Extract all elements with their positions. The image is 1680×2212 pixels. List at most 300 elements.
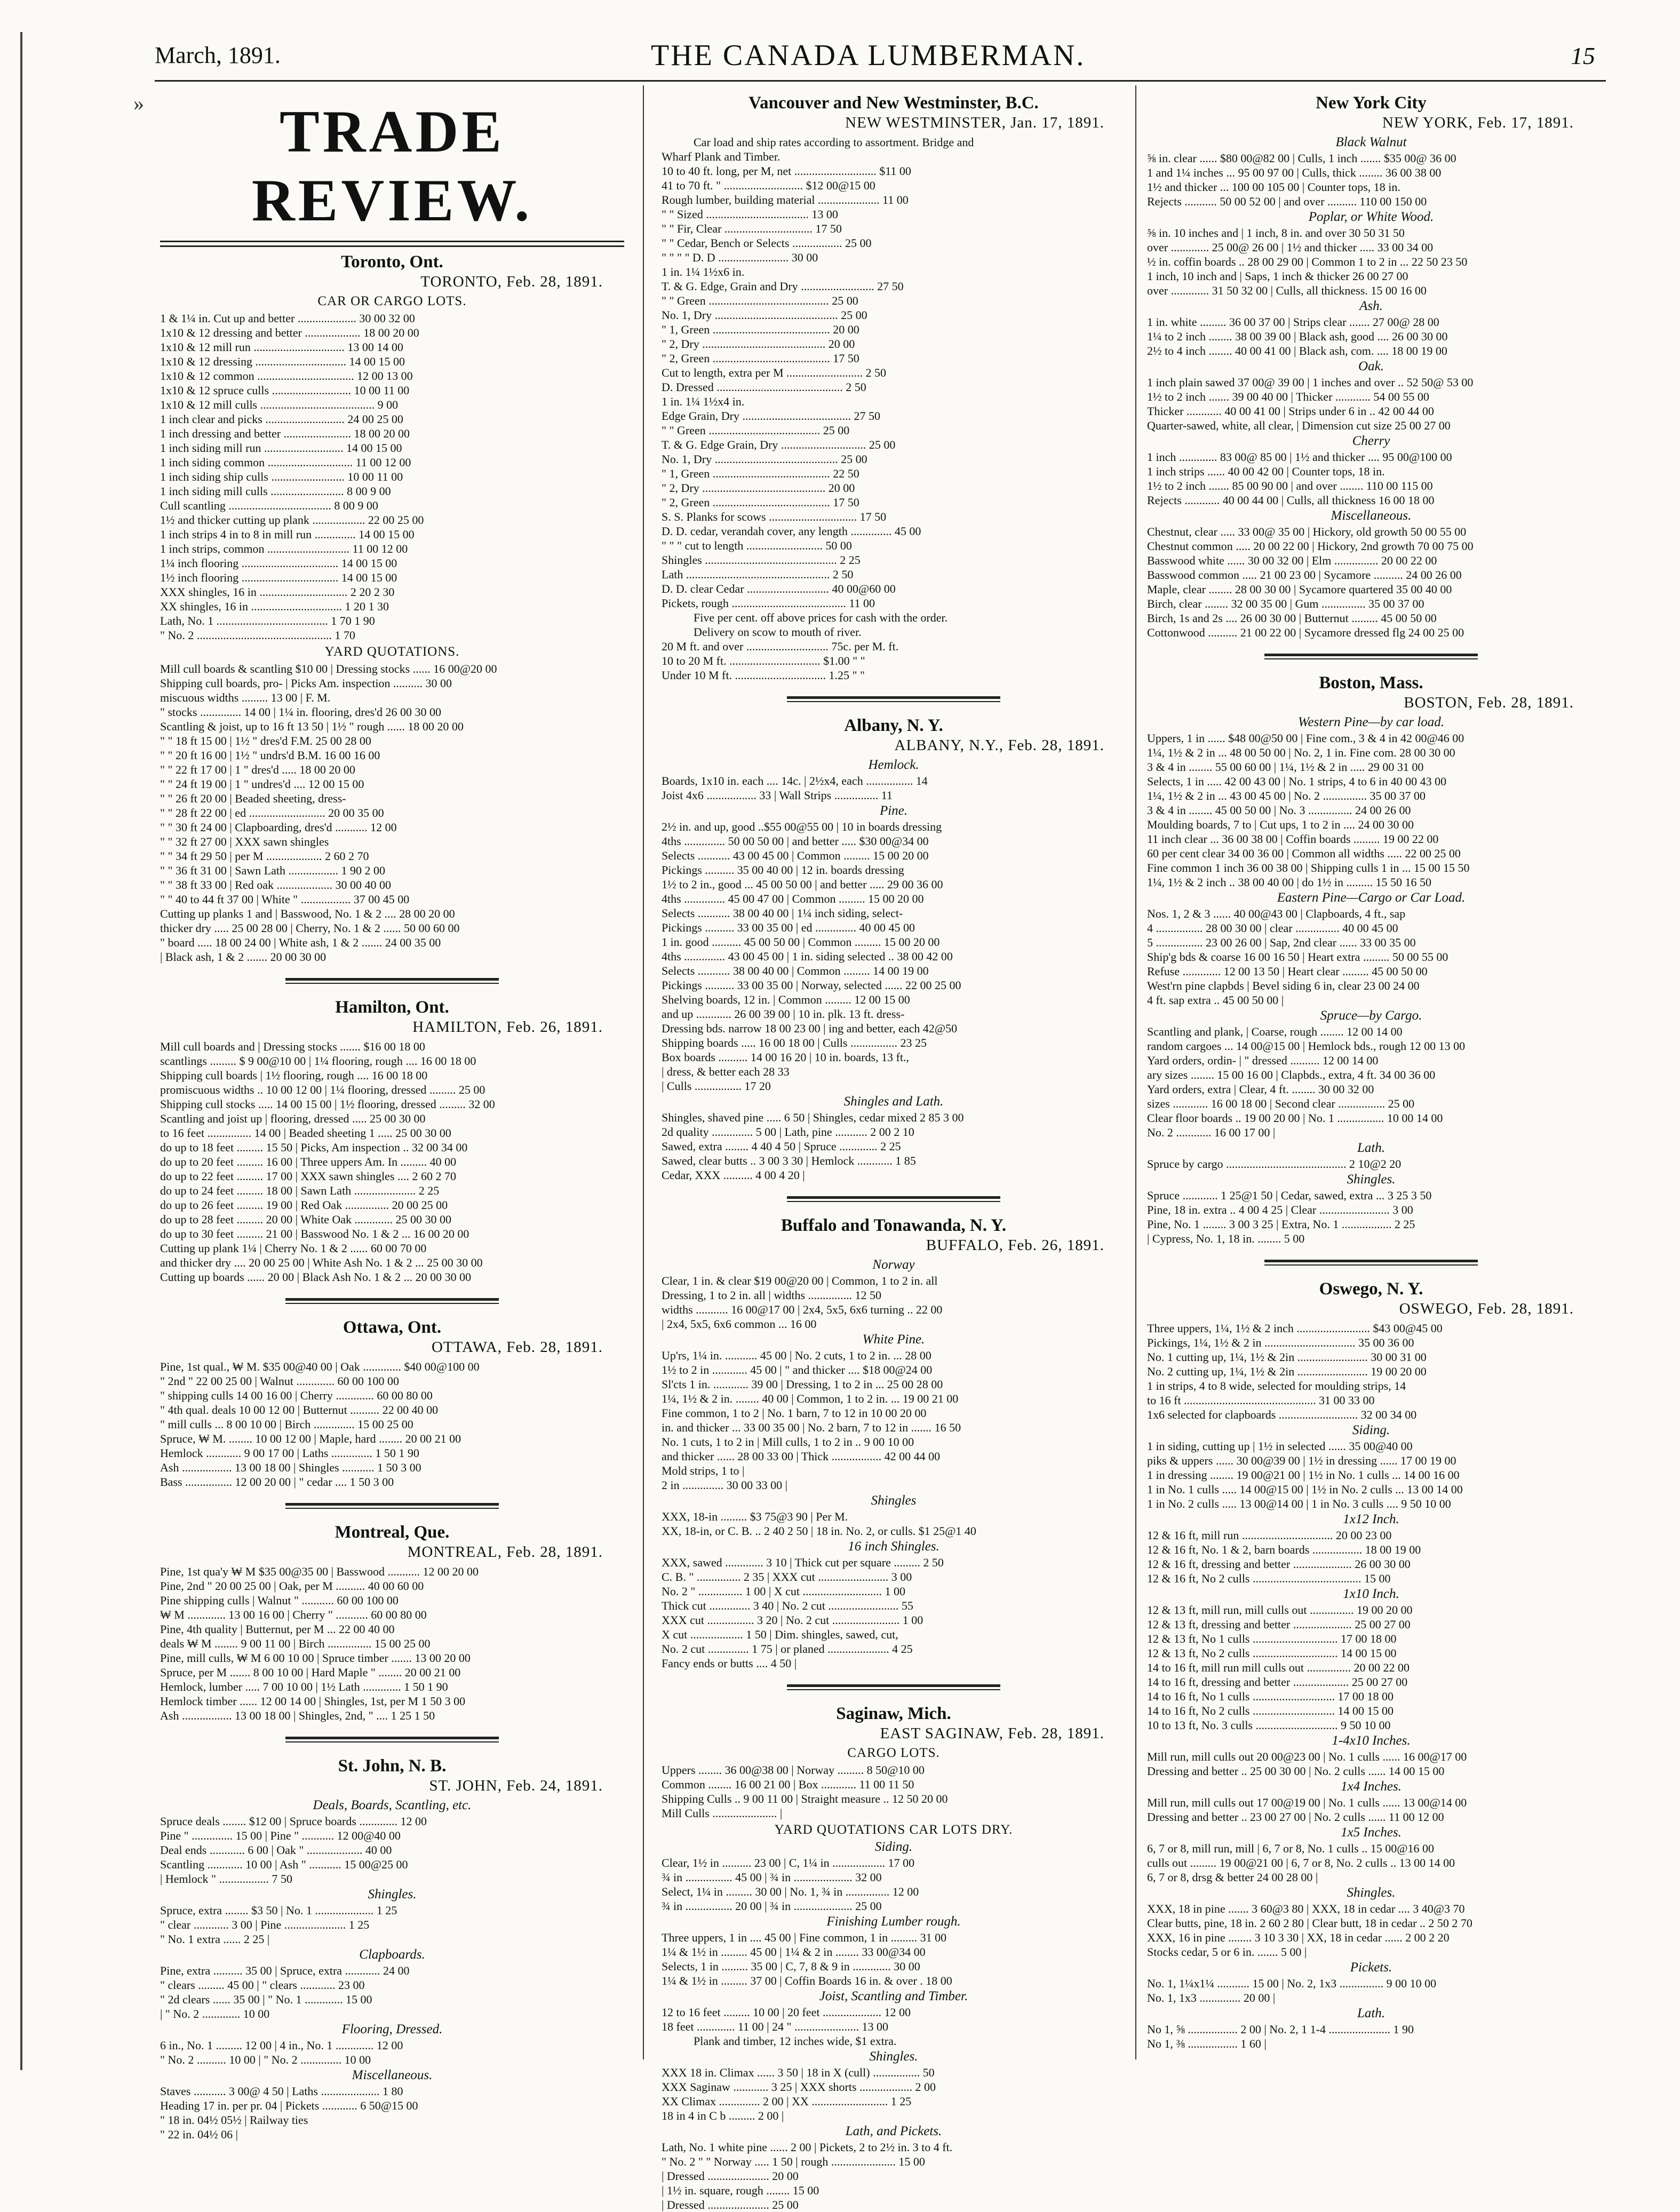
price-line: No. 2 ............ 16 00 17 00 | — [1147, 1126, 1276, 1139]
market-section — [662, 93, 1126, 682]
block-heading: YARD QUOTATIONS CAR LOTS DRY. — [774, 1823, 1013, 1837]
price-line: Dressing and better .. 25 00 30 00 | No. 2 culls ...... 14 00 15 00 — [1147, 1764, 1445, 1778]
block-subheading: Flooring, Dressed. — [341, 2022, 443, 2036]
market-section — [1147, 93, 1595, 640]
price-line: 1½ to 2 in ............ 45 00 | " and thicker .... $18 00@24 00 — [662, 1363, 933, 1376]
price-line: XXX, sawed ............. 3 10 | Thick cut per square ......... 2 50 — [662, 1556, 944, 1569]
block-subheading: Shingles and Lath. — [843, 1094, 944, 1109]
price-line: No 1, ⅜ ................. 1 60 | — [1147, 2037, 1267, 2050]
price-line: Clear, 1 in. & clear $19 00@20 00 | Common, 1 to 2 in. all — [662, 1274, 938, 1287]
price-line: 1 inch clear and picks ........................... 24 00 25 00 — [160, 412, 403, 426]
block-subheading: Spruce—by Cargo. — [1320, 1008, 1422, 1023]
price-line: Shingles, shaved pine ..... 6 50 | Shingles, cedar mixed 2 85 3 00 — [662, 1111, 964, 1124]
price-line: 5 ................ 23 00 26 00 | Sap, 2nd clear ...... 33 00 35 00 — [1147, 936, 1416, 949]
block-subheading: 1-4x10 Inches. — [1332, 1733, 1411, 1748]
price-line: Shipping Culls .. 9 00 11 00 | Straight measure .. 12 50 20 00 — [662, 1792, 948, 1805]
block-subheading: Shingles. — [869, 2049, 918, 2064]
price-line: over ............. 31 50 32 00 | Culls, all thickness. 15 00 16 00 — [1147, 284, 1427, 297]
block-subheading: Joist, Scantling and Timber. — [819, 1989, 968, 2003]
price-line: Rejects ............ 40 00 44 00 | Culls, all thickness 16 00 18 00 — [1147, 494, 1435, 507]
price-line: XX Climax .............. 2 00 | XX .......................... 1 25 — [662, 2095, 912, 2108]
price-line: 1x10 & 12 dressing ............................... 14 00 15 00 — [160, 355, 405, 368]
price-line: 12 & 13 ft, No 1 culls ............................. 17 00 18 00 — [1147, 1632, 1397, 1645]
price-line: Lath, No. 1 ...................................... 1 70 1 90 — [160, 614, 375, 627]
price-line: " " Cedar, Bench or Selects ................. 25 00 — [662, 236, 872, 250]
price-line: Cutting up planks 1 and | Basswood, No. 1 & 2 .... 28 00 20 00 — [160, 907, 455, 920]
market-dateline: HAMILTON, Feb. 26, 1891. — [412, 1019, 603, 1036]
price-line: " " 24 ft 19 00 | 1 " undres'd .... 12 00 15 00 — [160, 777, 364, 791]
price-line: ⅝ in. 10 inches and | 1 inch, 8 in. and over 30 50 31 50 — [1147, 226, 1405, 240]
block-subheading: Miscellaneous. — [1331, 508, 1412, 523]
price-line: Rejects ........... 50 00 52 00 | and over .......... 110 00 150 00 — [1147, 195, 1427, 208]
price-line: Lath, No. 1 white pine ...... 2 00 | Pickets, 2 to 2½ in. 3 to 4 ft. — [662, 2141, 953, 2154]
price-line: | 1½ in. square, rough ........ 15 00 — [662, 2184, 819, 2197]
price-line: Basswood white ...... 30 00 32 00 | Elm ............... 20 00 22 00 — [1147, 554, 1437, 567]
price-line: 12 & 16 ft, No. 1 & 2, barn boards ................. 18 00 19 00 — [1147, 1543, 1421, 1556]
price-line: 11 inch clear ... 36 00 38 00 | Coffin boards ......... 19 00 22 00 — [1147, 832, 1439, 846]
price-line: | Cypress, No. 1, 18 in. ........ 5 00 — [1147, 1232, 1305, 1245]
price-line: Pickings .......... 33 00 35 00 | ed .............. 40 00 45 00 — [662, 921, 915, 934]
price-line: Pickings, 1¼, 1½ & 2 in ............................... 35 00 36 00 — [1147, 1336, 1414, 1349]
price-line: " " 20 ft 16 00 | 1½ " undrs'd B.M. 16 00 16 00 — [160, 749, 380, 762]
price-line: 1½ and thicker cutting up plank .................. 22 00 25 00 — [160, 513, 424, 527]
issue-date: March, 1891. — [155, 42, 281, 68]
trade-review-masthead: TRADE REVIEW. — [251, 99, 533, 234]
price-line: Plank and timber, 12 inches wide, $1 extra. — [694, 2034, 897, 2048]
price-line: 12 & 13 ft, dressing and better .................... 25 00 27 00 — [1147, 1618, 1411, 1631]
price-line: 1 inch siding common ............................. 11 00 12 00 — [160, 456, 411, 469]
price-line: 20 M ft. and over ............................ 75c. per M. ft. — [662, 640, 899, 653]
price-line: " 2, Green ........................................ 17 50 — [662, 496, 859, 509]
price-line: Deal ends ............ 6 00 | Oak " ................... 40 00 — [160, 1843, 392, 1857]
price-line: Hemlock ............ 9 00 17 00 | Laths .............. 1 50 1 90 — [160, 1446, 419, 1460]
price-line: 1 in. 1¼ 1½x6 in. — [662, 265, 745, 279]
column-right — [1147, 88, 1595, 2062]
market-dateline: ST. JOHN, Feb. 24, 1891. — [429, 1777, 603, 1794]
price-line: 1x6 selected for clapboards ........................... 32 00 34 00 — [1147, 1408, 1417, 1421]
price-line: 1¼ & 1½ in ......... 37 00 | Coffin Boards 16 in. & over . 18 00 — [662, 1974, 952, 1987]
price-line: " mill culls ... 8 00 10 00 | Birch .............. 15 00 25 00 — [160, 1418, 413, 1431]
price-line: 1 inch siding mill culls ......................... 8 00 9 00 — [160, 484, 391, 498]
price-line: 6, 7 or 8, drsg & better 24 00 28 00 | — [1147, 1871, 1318, 1884]
price-line: Fine common 1 inch 36 00 38 00 | Shipping culls 1 in ... 15 00 15 50 — [1147, 861, 1470, 874]
price-line: Mill cull boards & scantling $10 00 | Dressing stocks ...... 16 00@20 00 — [160, 662, 497, 675]
block-subheading: Miscellaneous. — [352, 2068, 433, 2082]
masthead-rule — [160, 241, 624, 247]
price-line: 1¼, 1½ & 2 in ... 43 00 45 00 | No. 2 ............... 35 00 37 00 — [1147, 789, 1426, 802]
price-line: No. 1 cuts, 1 to 2 in | Mill culls, 1 to 2 in .. 9 00 10 00 — [662, 1435, 914, 1449]
price-line: Quarter-sawed, white, all clear, | Dimension cut size 25 00 27 00 — [1147, 419, 1451, 432]
price-line: " " Green ...................................... 25 00 — [662, 424, 850, 437]
price-line: Hemlock timber ...... 12 00 14 00 | Shingles, 1st, per M 1 50 3 00 — [160, 1694, 466, 1708]
price-line: to 16 feet ............... 14 00 | Beaded sheeting 1 ..... 25 00 30 00 — [160, 1126, 451, 1140]
price-line: " 2nd " 22 00 25 00 | Walnut ............. 60 00 100 00 — [160, 1374, 399, 1388]
price-line: to 16 ft ............................................. 31 00 33 00 — [1147, 1394, 1375, 1407]
price-line: over ............. 25 00@ 26 00 | 1½ and thicker ..... 33 00 34 00 — [1147, 241, 1434, 254]
block-subheading: 1x4 Inches. — [1341, 1779, 1402, 1794]
price-line: " 2, Dry .......................................... 20 00 — [662, 481, 855, 495]
price-line: " shipping culls 14 00 16 00 | Cherry ............. 60 00 80 00 — [160, 1389, 433, 1402]
price-line: Ship'g bds & coarse 16 00 16 50 | Heart extra ......... 50 00 55 00 — [1147, 950, 1448, 964]
price-line: 1¼, 1½ & 2 in. ........ 40 00 | Common, 1 to 2 in. ... 19 00 21 00 — [662, 1392, 959, 1405]
block-subheading: Norway — [872, 1258, 915, 1272]
price-line: " " 18 ft 15 00 | 1½ " dres'd F.M. 25 00 28 00 — [160, 734, 371, 747]
page-header — [155, 39, 1595, 90]
price-line: 12 & 16 ft, No 2 culls ..................................... 15 00 — [1147, 1572, 1391, 1585]
price-line: West'rn pine clapbds | Bevel siding 6 in, clear 23 00 24 00 — [1147, 979, 1420, 992]
block-subheading: White Pine. — [862, 1332, 925, 1347]
price-line: XXX shingles, 16 in .............................. 2 20 2 30 — [160, 585, 395, 599]
price-line: " 22 in. 04½ 06 | — [160, 2128, 238, 2141]
binding-edge — [20, 32, 22, 2070]
price-line: Shipping boards ..... 16 00 18 00 | Culls ................ 23 25 — [662, 1036, 927, 1049]
market-dateline: ALBANY, N.Y., Feb. 28, 1891. — [894, 737, 1104, 754]
price-line: 18 in 4 in C b ......... 2 00 | — [662, 2109, 784, 2122]
price-line: 4ths .............. 45 00 47 00 | Common ......... 15 00 20 00 — [662, 892, 924, 905]
block-subheading: Ash. — [1359, 299, 1383, 313]
price-line: Select, 1¼ in ......... 30 00 | No. 1, ¾ in ............... 12 00 — [662, 1885, 919, 1898]
price-line: Cull scantling ................................... 8 00 9 00 — [160, 499, 378, 512]
price-line: Car load and ship rates according to assortment. Bridge and — [694, 136, 974, 149]
price-line: Mill run, mill culls out 20 00@23 00 | No. 1 culls ...... 16 00@17 00 — [1147, 1750, 1467, 1763]
price-line: ⅝ in. clear ...... $80 00@82 00 | Culls, 1 inch ....... $35 00@ 36 00 — [1147, 152, 1456, 165]
price-line: 18 feet ............. 11 00 | 24 " ...................... 13 00 — [662, 2020, 889, 2033]
price-line: Chestnut common ..... 20 00 22 00 | Hickory, 2nd growth 70 00 75 00 — [1147, 539, 1474, 553]
price-line: XXX cut ................ 3 20 | No. 2 cut ....................... 1 00 — [662, 1613, 923, 1627]
price-line: 14 to 16 ft, No 2 culls ............................ 14 00 15 00 — [1147, 1704, 1394, 1717]
publication-title: THE CANADA LUMBERMAN. — [651, 39, 1086, 72]
market-title: New York City — [1316, 93, 1427, 113]
market-dateline: BUFFALO, Feb. 26, 1891. — [926, 1237, 1104, 1254]
price-line: Basswood common ..... 21 00 23 00 | Sycamore .......... 24 00 26 00 — [1147, 568, 1462, 582]
section-divider — [787, 696, 1000, 702]
price-line: Clear, 1½ in .......... 23 00 | C, 1¼ in .................. 17 00 — [662, 1856, 915, 1869]
price-line: miscuous widths ......... 13 00 | F. M. — [160, 691, 331, 704]
price-line: 41 to 70 ft. " ........................... $12 00@15 00 — [662, 179, 875, 192]
price-line: " No. 2 " " Norway ..... 1 50 | rough ...................... 15 00 — [662, 2155, 925, 2168]
section-divider — [285, 1503, 499, 1509]
price-line: Selects ........... 38 00 40 00 | Common ......... 14 00 19 00 — [662, 964, 929, 977]
price-line: 1 inch strips 4 in to 8 in mill run .............. 14 00 15 00 — [160, 528, 415, 541]
price-line: Scantling & joist, up to 16 ft 13 50 | 1½ " rough ...... 18 00 20 00 — [160, 720, 464, 733]
section-divider — [1264, 654, 1478, 659]
block-subheading: Shingles. — [368, 1887, 417, 1901]
price-line: promiscuous widths .. 10 00 12 00 | 1¼ flooring, dressed ......... 25 00 — [160, 1083, 485, 1096]
price-line: No. 2 cut .............. 1 75 | or planed ..................... 4 25 — [662, 1642, 913, 1656]
block-subheading: 1x12 Inch. — [1343, 1512, 1399, 1526]
price-line: | Black ash, 1 & 2 ....... 20 00 30 00 — [160, 950, 327, 964]
block-subheading: Lath, and Pickets. — [845, 2124, 942, 2138]
market-section — [1147, 673, 1595, 1246]
price-line: Pine " .............. 15 00 | Pine " ........... 12 00@40 00 — [160, 1829, 401, 1842]
price-line: Up'rs, 1¼ in. ........... 45 00 | No. 2 cuts, 1 to 2 in. ... 28 00 — [662, 1349, 931, 1362]
market-title: Oswego, N. Y. — [1319, 1279, 1423, 1299]
section-divider — [285, 1298, 499, 1304]
price-line: thicker dry ..... 25 00 28 00 | Cherry, No. 1 & 2 ...... 50 00 60 00 — [160, 921, 460, 935]
price-line: No. 1, 1x3 .............. 20 00 | — [1147, 1991, 1276, 2004]
price-line: XXX 18 in. Climax ...... 3 50 | 18 in X (cull) ................ 50 — [662, 2066, 935, 2079]
market-section — [160, 1318, 624, 1489]
price-line: 1½ inch flooring ................................. 14 00 15 00 — [160, 571, 397, 584]
price-line: 1x10 & 12 common ................................. 12 00 13 00 — [160, 369, 413, 383]
price-line: 1¼ to 2 inch ........ 38 00 39 00 | Black ash, good .... 26 00 30 00 — [1147, 330, 1448, 343]
price-line: 12 to 16 feet ......... 10 00 | 20 feet .................... 12 00 — [662, 2006, 911, 2019]
price-line: Pine, mill culls, ₩ M 6 00 10 00 | Spruce timber ....... 13 00 20 00 — [160, 1651, 471, 1665]
market-dateline: OSWEGO, Feb. 28, 1891. — [1399, 1300, 1574, 1317]
price-line: do up to 18 feet ......... 15 50 | Picks, Am inspection .. 32 00 34 00 — [160, 1141, 468, 1154]
price-line: 1 in. white ......... 36 00 37 00 | Strips clear ....... 27 00@ 28 00 — [1147, 315, 1439, 329]
section-divider — [787, 1684, 1000, 1690]
price-line: Clear butts, pine, 18 in. 2 60 2 80 | Clear butt, 18 in cedar .. 2 50 2 70 — [1147, 1916, 1472, 1930]
price-line: Birch, 1s and 2s .... 26 00 30 00 | Butternut ......... 45 00 50 00 — [1147, 611, 1437, 625]
price-line: " 4th qual. deals 10 00 12 00 | Butternut .......... 22 00 40 00 — [160, 1403, 439, 1417]
market-title: Toronto, Ont. — [341, 252, 443, 272]
price-line: Uppers, 1 in ...... $48 00@50 00 | Fine com., 3 & 4 in 42 00@46 00 — [1147, 731, 1464, 745]
price-line: 6 in., No. 1 ......... 12 00 | 4 in., No. 1 ............. 12 00 — [160, 2039, 403, 2052]
price-line: Pine, 4th quality | Butternut, per M ... 22 00 40 00 — [160, 1622, 395, 1636]
price-line: do up to 28 feet ......... 20 00 | White Oak ............. 25 00 30 00 — [160, 1213, 451, 1226]
price-line: scantlings ......... $ 9 00@10 00 | 1¼ flooring, rough .... 16 00 18 00 — [160, 1054, 476, 1068]
price-line: 3 & 4 in ........ 55 00 60 00 | 1¼, 1½ & 2 in ..... 29 00 31 00 — [1147, 760, 1424, 774]
block-subheading: Siding. — [874, 1840, 913, 1854]
block-subheading: Eastern Pine—Cargo or Car Load. — [1277, 890, 1466, 905]
price-line: " stocks .............. 14 00 | 1¼ in. flooring, dres'd 26 00 30 00 — [160, 705, 441, 719]
price-line: and up ............ 26 00 39 00 | 10 in. plk. 13 ft. dress- — [662, 1007, 905, 1021]
price-line: Spruce deals ........ $12 00 | Spruce boards ............. 12 00 — [160, 1815, 427, 1828]
price-line: " " Fir, Clear .............................. 17 50 — [662, 222, 842, 235]
market-title: Ottawa, Ont. — [343, 1318, 442, 1337]
section-divider — [787, 1196, 1000, 1202]
price-line: Ash ................. 13 00 18 00 | Shingles ........... 1 50 3 00 — [160, 1461, 421, 1474]
block-subheading: Poplar, or White Wood. — [1308, 210, 1434, 224]
price-line: Birch, clear ........ 32 00 35 00 | Gum ............... 35 00 37 00 — [1147, 597, 1424, 610]
market-section — [160, 252, 624, 964]
price-line: " No. 2 .......... 10 00 | " No. 2 .............. 10 00 — [160, 2053, 371, 2066]
price-line: 1¼, 1½ & 2 in ... 48 00 50 00 | No. 2, 1 in. Fine com. 28 00 30 00 — [1147, 746, 1455, 759]
price-line: | " No. 2 ............. 10 00 — [160, 2007, 270, 2020]
price-line: Scantling ............ 10 00 | Ash " ........... 15 00@25 00 — [160, 1858, 408, 1871]
price-line: ary sizes ........ 15 00 16 00 | Clapbds., extra, 4 ft. 34 00 36 00 — [1147, 1068, 1436, 1081]
market-dateline: TORONTO, Feb. 28, 1891. — [420, 273, 603, 290]
block-subheading: Shingles. — [1347, 1172, 1396, 1187]
market-section — [662, 1216, 1126, 1670]
price-line: D. D. clear Cedar ............................ 40 00@60 00 — [662, 582, 896, 595]
price-line: Pine, 1st qua'y ₩ M $35 00@35 00 | Basswood ........... 12 00 20 00 — [160, 1565, 479, 1578]
block-subheading: Black Walnut — [1335, 135, 1407, 149]
price-line: " 1, Green ........................................ 20 00 — [662, 323, 859, 336]
price-line: 14 to 16 ft, No 1 culls ............................ 17 00 18 00 — [1147, 1690, 1394, 1703]
market-dateline: NEW WESTMINSTER, Jan. 17, 1891. — [845, 114, 1104, 131]
price-line: | Dressed ..................... 25 00 — [662, 2198, 799, 2211]
price-line: 1½ to 2 inch ....... 85 00 90 00 | and over ........ 110 00 115 00 — [1147, 479, 1433, 492]
price-line: | Dressed ..................... 20 00 — [662, 2169, 799, 2183]
price-line: Fancy ends or butts .... 4 50 | — [662, 1657, 797, 1670]
margin-mark: » — [133, 91, 144, 115]
price-line: Cut to length, extra per M .......................... 2 50 — [662, 366, 887, 379]
price-line: Heading 17 in. per pr. 04 | Pickets ............ 6 50@15 00 — [160, 2099, 418, 2112]
price-line: Spruce, extra ........ $3 50 | No. 1 .................... 1 25 — [160, 1904, 397, 1917]
price-line: XXX Saginaw ............ 3 25 | XXX shorts .................. 2 00 — [662, 2080, 936, 2094]
price-line: No. 1, Dry .......................................... 25 00 — [662, 452, 867, 466]
market-section — [662, 1704, 1126, 2212]
price-line: ¾ in ................ 20 00 | ¾ in .................... 25 00 — [662, 1899, 882, 1913]
price-line: Shipping cull stocks ..... 14 00 15 00 | 1½ flooring, dressed ......... 32 00 — [160, 1097, 495, 1111]
price-line: Mold strips, 1 to | — [662, 1464, 745, 1477]
price-line: 1 in. 1¼ 1½x4 in. — [662, 395, 745, 408]
price-line: Three uppers, 1 in .... 45 00 | Fine common, 1 in ......... 31 00 — [662, 1931, 947, 1944]
price-line: D. Dressed ........................................... 2 50 — [662, 380, 866, 394]
block-subheading: Lath. — [1357, 1141, 1386, 1155]
price-line: " " 32 ft 27 00 | XXX sawn shingles — [160, 835, 329, 848]
column-left — [160, 88, 624, 2141]
price-line: Selects, 1 in ......... 35 00 | C, 7, 8 & 9 in ............. 30 00 — [662, 1960, 920, 1973]
price-line: No. 1, Dry .......................................... 25 00 — [662, 308, 867, 322]
price-line: Shipping cull boards | 1½ flooring, rough .... 16 00 18 00 — [160, 1069, 428, 1082]
price-line: " 2, Green ........................................ 17 50 — [662, 352, 859, 365]
market-title: Saginaw, Mich. — [836, 1704, 951, 1723]
price-line: Dressing bds. narrow 18 00 23 00 | ing and better, each 42@50 — [662, 1022, 958, 1035]
price-line: do up to 20 feet ......... 16 00 | Three uppers Am. In ......... 40 00 — [160, 1155, 457, 1168]
price-line: " " 22 ft 17 00 | 1 " dres'd ..... 18 00 20 00 — [160, 763, 355, 776]
price-line: 1 inch strips, common ............................ 11 00 12 00 — [160, 542, 408, 555]
price-line: Mill cull boards and | Dressing stocks ....... $16 00 18 00 — [160, 1040, 425, 1053]
price-line: Stocks cedar, 5 or 6 in. ....... 5 00 | — [1147, 1945, 1307, 1959]
price-line: Dressing, 1 to 2 in. all | widths ............... 12 50 — [662, 1288, 882, 1302]
price-line: widths ........... 16 00@17 00 | 2x4, 5x5, 6x6 turning .. 22 00 — [662, 1303, 943, 1316]
price-line: " No. 1 extra ...... 2 25 | — [160, 1932, 270, 1946]
price-line: Wharf Plank and Timber. — [662, 150, 781, 163]
price-line: Shipping cull boards, pro- | Picks Am. inspection .......... 30 00 — [160, 677, 452, 690]
price-line: " " Green ......................................... 25 00 — [662, 294, 858, 307]
price-line: T. & G. Edge Grain, Dry ............................. 25 00 — [662, 438, 896, 451]
price-line: Pine, No. 1 ........ 3 00 3 25 | Extra, No. 1 ................. 2 25 — [1147, 1218, 1415, 1231]
price-line: 10 to 20 M ft. ............................... $1.00 " " — [662, 654, 865, 667]
price-line: Spruce, per M ....... 8 00 10 00 | Hard Maple " ........ 20 00 21 00 — [160, 1666, 461, 1679]
price-line: 1x10 & 12 mill run ............................... 13 00 14 00 — [160, 340, 403, 354]
price-line: Bass ................ 12 00 20 00 | " cedar .... 1 50 3 00 — [160, 1475, 394, 1489]
block-subheading: Western Pine—by car load. — [1297, 715, 1445, 729]
price-line: 1 inch, 10 inch and | Saps, 1 inch & thicker 26 00 27 00 — [1147, 269, 1408, 283]
price-line: " 18 in. 04½ 05½ | Railway ties — [160, 2113, 308, 2127]
price-line: " " 34 ft 29 50 | per M ................... 2 60 2 70 — [160, 849, 369, 863]
price-line: Shingles ............................................. 2 25 — [662, 553, 861, 567]
price-line: 1x10 & 12 spruce culls ........................... 10 00 11 00 — [160, 384, 410, 397]
price-line: Nos. 1, 2 & 3 ...... 40 00@43 00 | Clapboards, 4 ft., sap — [1147, 907, 1406, 920]
price-line: | dress, & better each 28 33 — [662, 1065, 790, 1078]
price-line: Maple, clear ........ 28 00 30 00 | Sycamore quartered 35 00 40 00 — [1147, 583, 1452, 596]
price-line: 1¼ inch flooring ................................. 14 00 15 00 — [160, 556, 397, 570]
block-subheading: Finishing Lumber rough. — [826, 1914, 961, 1929]
price-line: 12 & 16 ft, mill run ............................... 20 00 23 00 — [1147, 1529, 1392, 1542]
market-title: Albany, N. Y. — [844, 716, 943, 735]
price-line: 1 in dressing ........ 19 00@21 00 | 1½ in No. 1 culls ... 14 00 16 00 — [1147, 1468, 1460, 1482]
block-subheading: Deals, Boards, Scantling, etc. — [313, 1798, 472, 1812]
price-line: 4 ................ 28 00 30 00 | clear ............... 40 00 45 00 — [1147, 921, 1398, 935]
price-line: " No. 2 .............................................. 1 70 — [160, 628, 355, 642]
price-line: " " Sized ................................... 13 00 — [662, 208, 838, 221]
price-line: Mill Culls ...................... | — [662, 1807, 783, 1820]
price-line: Clear floor boards .. 19 00 20 00 | No. 1 ................ 10 00 14 00 — [1147, 1111, 1443, 1125]
price-line: Mill run, mill culls out 17 00@19 00 | No. 1 culls ...... 13 00@14 00 — [1147, 1796, 1467, 1809]
price-line: Common ........ 16 00 21 00 | Box ............ 11 00 11 50 — [662, 1778, 914, 1791]
price-line: 1 & 1¼ in. Cut up and better .................... 30 00 32 00 — [160, 312, 415, 325]
block-subheading: Oak. — [1358, 359, 1384, 373]
block-subheading: Pine. — [879, 803, 908, 818]
price-line: Pine, extra .......... 35 00 | Spruce, extra ............ 24 00 — [160, 1964, 410, 1977]
price-line: 4 ft. sap extra .. 45 00 50 00 | — [1147, 993, 1284, 1007]
price-line: Selects ........... 43 00 45 00 | Common ......... 15 00 20 00 — [662, 849, 929, 862]
block-subheading: Shingles — [871, 1493, 917, 1508]
price-line: Fine common, 1 to 2 | No. 1 barn, 7 to 12 in 10 00 20 00 — [662, 1406, 927, 1420]
price-line: 1x10 & 12 dressing and better ................... 18 00 20 00 — [160, 326, 419, 339]
price-line: 1¼, 1½ & 2 inch .. 38 00 40 00 | do 1½ in ......... 15 50 16 50 — [1147, 876, 1432, 889]
price-line: " 1, Green ........................................ 22 50 — [662, 467, 859, 480]
price-line: Pine, 18 in. extra .. 4 00 4 25 | Clear ........................ 3 00 — [1147, 1203, 1413, 1216]
price-line: " " 30 ft 24 00 | Clapboarding, dres'd ........... 12 00 — [160, 821, 397, 834]
price-line: Cedar, XXX .......... 4 00 4 20 | — [662, 1168, 805, 1182]
price-line: Cutting up boards ...... 20 00 | Black Ash No. 1 & 2 ... 20 00 30 00 — [160, 1270, 472, 1284]
market-title: St. John, N. B. — [338, 1756, 447, 1776]
price-line: Five per cent. off above prices for cash with the order. — [694, 611, 948, 624]
price-line: ¾ in ................ 45 00 | ¾ in .................... 32 00 — [662, 1871, 882, 1884]
block-heading: CARGO LOTS. — [847, 1746, 940, 1760]
price-line: Thick cut .............. 3 40 | No. 2 cut ........................ 55 — [662, 1599, 913, 1612]
price-line: 1 and 1¼ inches ... 95 00 97 00 | Culls, thick ........ 36 00 38 00 — [1147, 166, 1442, 179]
market-title: Hamilton, Ont. — [335, 998, 449, 1017]
price-line: " " 40 to 44 ft 37 00 | White " ................. 37 00 45 00 — [160, 893, 410, 906]
price-line: Sawed, clear butts .. 3 00 3 30 | Hemlock ............ 1 85 — [662, 1154, 916, 1167]
price-line: 1 in strips, 4 to 8 wide, selected for moulding strips, 14 — [1147, 1379, 1406, 1393]
market-dateline: OTTAWA, Feb. 28, 1891. — [431, 1339, 603, 1356]
column-rule — [643, 85, 644, 2059]
price-line: Dressing and better .. 23 00 27 00 | No. 2 culls ...... 11 00 12 00 — [1147, 1810, 1444, 1824]
price-line: 14 to 16 ft, dressing and better ................... 25 00 27 00 — [1147, 1675, 1408, 1689]
price-line: " clears ......... 45 00 | " clears ............ 23 00 — [160, 1978, 365, 1992]
price-line: S. S. Planks for scows .............................. 17 50 — [662, 510, 887, 523]
price-line: Rough lumber, building material ..................... 11 00 — [662, 193, 909, 206]
market-section — [160, 998, 624, 1284]
price-line: 1½ to 2 in., good ... 45 00 50 00 | and better ..... 29 00 36 00 — [662, 878, 943, 891]
price-line: sizes ............ 16 00 18 00 | Second clear ................ 25 00 — [1147, 1097, 1415, 1110]
market-section — [160, 1756, 624, 2142]
price-line: " " 28 ft 22 00 | ed .......................... 20 00 35 00 — [160, 806, 384, 819]
market-title: Vancouver and New Westminster, B.C. — [749, 93, 1039, 113]
price-line: XX shingles, 16 in ............................... 1 20 1 30 — [160, 600, 389, 613]
price-line: 1 inch siding ship culls ......................... 10 00 11 00 — [160, 470, 403, 483]
price-line: Pine shipping culls | Walnut " ........... 60 00 100 00 — [160, 1594, 399, 1607]
market-dateline: BOSTON, Feb. 28, 1891. — [1404, 694, 1574, 711]
price-line: 60 per cent clear 34 00 36 00 | Common all widths ..... 22 00 25 00 — [1147, 847, 1461, 860]
price-line: Pickets, rough ....................................... 11 00 — [662, 596, 875, 610]
price-line: " 2d clears ...... 35 00 | " No. 1 ............. 15 00 — [160, 1993, 372, 2006]
price-line: Selects ........... 38 00 40 00 | 1¼ inch siding, select- — [662, 906, 903, 920]
block-subheading: 1x5 Inches. — [1341, 1825, 1402, 1840]
price-line: No 1, ⅝ ................. 2 00 | No. 2, 1 1-4 ..................... 1 90 — [1147, 2023, 1414, 2036]
price-line: 2 in .............. 30 00 33 00 | — [662, 1478, 788, 1492]
price-line: Cutting up plank 1¼ | Cherry No. 1 & 2 ...... 60 00 70 00 — [160, 1242, 427, 1255]
price-line: piks & uppers ...... 30 00@39 00 | 1½ in dressing ...... 17 00 19 00 — [1147, 1454, 1456, 1467]
price-line: XXX, 18 in pine ....... 3 60@3 80 | XXX, 18 in cedar .... 3 40@3 70 — [1147, 1902, 1465, 1915]
price-line: Spruce, ₩ M. ........ 10 00 12 00 | Maple, hard ........ 20 00 21 00 — [160, 1432, 461, 1445]
price-line: 12 & 13 ft, mill run, mill culls out ............... 19 00 20 00 — [1147, 1603, 1413, 1617]
price-line: Yard orders, extra | Clear, 4 ft. ........ 30 00 32 00 — [1147, 1083, 1374, 1096]
price-line: 12 & 13 ft, No 2 culls ............................. 14 00 15 00 — [1147, 1646, 1397, 1660]
price-line: 1½ and thicker ... 100 00 105 00 | Counter tops, 18 in. — [1147, 180, 1400, 194]
price-line: do up to 30 feet ......... 21 00 | Basswood No. 1 & 2 ... 16 00 20 00 — [160, 1227, 469, 1240]
price-line: 3 & 4 in ........ 45 00 50 00 | No. 3 ............... 24 00 26 00 — [1147, 803, 1411, 817]
price-line: " " 38 ft 33 00 | Red oak ................... 30 00 40 00 — [160, 878, 392, 892]
price-line: 1 inch plain sawed 37 00@ 39 00 | 1 inches and over .. 52 50@ 53 00 — [1147, 376, 1474, 389]
